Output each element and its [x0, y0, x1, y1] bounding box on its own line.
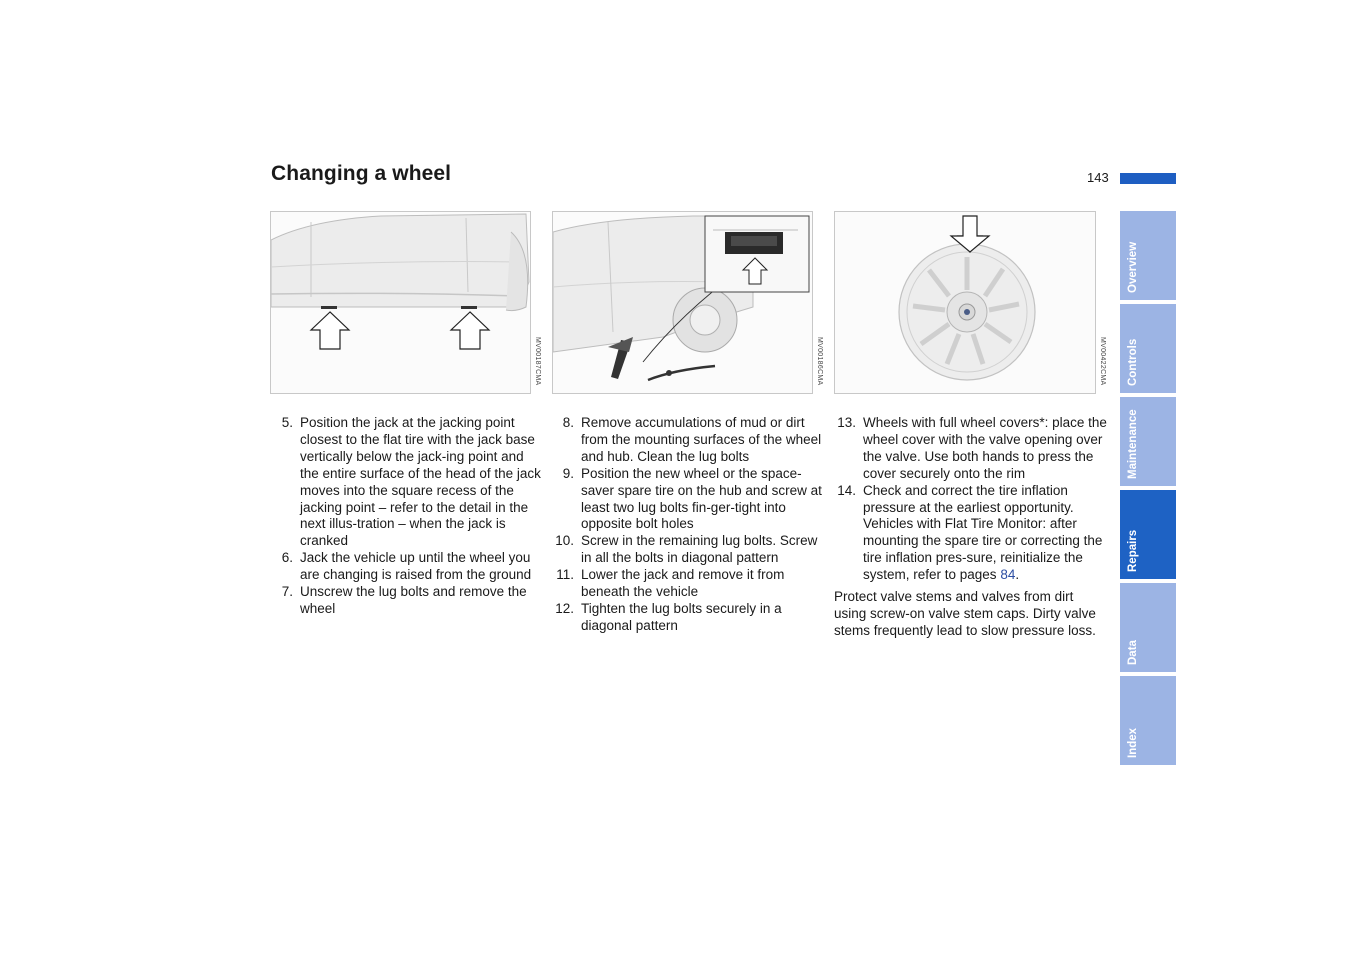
step-text: Lower the jack and remove it from beneath the vehicle	[581, 567, 785, 600]
page-title: Changing a wheel	[271, 162, 452, 185]
tab-maintenance[interactable]	[1120, 397, 1176, 486]
tab-label: Data	[1127, 640, 1139, 665]
tab-label: Index	[1127, 727, 1139, 758]
step-text-part: Check and correct the tire inflation pressure at the earliest opportunity. Vehicles with Flat Tire Monitor: after mounting the spare tire or correcting the tire inflation pres-sure, reinitialize the system, refer to pages	[863, 482, 1103, 583]
step-number: 10.	[555, 533, 574, 549]
tab-label: Repairs	[1127, 529, 1139, 572]
instructions-column-1	[271, 415, 543, 618]
step-number: 13.	[837, 415, 856, 430]
step-item	[271, 584, 543, 618]
step-text: Position the jack at the jacking point closest to the flat tire with the jack base vertically below the jack-ing point and the entire surface of the head of the jack moves into the square recess of the jacking point – refer to the detail in the next illus-tration – when the jack is cranked	[300, 415, 541, 549]
instructions-column-2	[552, 415, 827, 635]
step-item	[552, 466, 827, 534]
step-text: Unscrew the lug bolts and remove the wheel	[300, 584, 527, 616]
tab-overview[interactable]	[1120, 211, 1176, 300]
figure-wheel-cover	[834, 211, 1096, 394]
step-number: 8.	[562, 415, 574, 430]
step-number: 9.	[562, 465, 574, 481]
step-text: Jack the vehicle up until the wheel you are changing is raised from the ground	[300, 550, 532, 583]
step-text: Position the new wheel or the space-saver spare tire on the hub and screw at least two lug bolts fin-ger-tight into opposite bolt holes	[581, 465, 822, 532]
page-marker-bar	[1120, 173, 1176, 184]
step-text: Tighten the lug bolts securely in a diagonal pattern	[581, 600, 782, 633]
step-text-end: .	[1015, 567, 1020, 583]
figure-jack-position	[552, 211, 813, 394]
tab-controls[interactable]	[1120, 304, 1176, 393]
step-item	[552, 415, 827, 466]
figure-code: MV00422CMA	[1099, 337, 1106, 386]
step-number: 14.	[837, 482, 856, 498]
step-number: 5.	[281, 415, 293, 430]
step-text: Screw in the remaining lug bolts. Screw in all the bolts in diagonal pattern	[581, 533, 818, 566]
figure-code: MV00186CMA	[816, 337, 823, 386]
figure-code: MV00187CMA	[534, 337, 541, 386]
step-item	[834, 483, 1109, 584]
page-number: 143	[1087, 170, 1109, 185]
car-side-illustration	[271, 212, 531, 394]
tab-label: Overview	[1127, 241, 1139, 293]
step-item	[552, 567, 827, 601]
step-number: 7.	[281, 584, 293, 600]
step-text: Remove accumulations of mud or dirt from the mounting surfaces of the wheel and hub. Clean the lug bolts	[581, 415, 822, 464]
tab-repairs[interactable]	[1120, 490, 1176, 579]
tab-index[interactable]	[1120, 676, 1176, 765]
step-text: Wheels with full wheel covers*: place the wheel cover with the valve opening over the valve. Use both hands to press the cover securely onto the rim	[863, 415, 1107, 481]
wheel-cover-illustration	[835, 212, 1096, 394]
step-number: 12.	[555, 600, 574, 616]
page-reference-link[interactable]: 84	[1000, 567, 1016, 583]
note-paragraph: Protect valve stems and valves from dirt using screw-on valve stem caps. Dirty valve stems frequently lead to slow pressure loss.	[834, 589, 1096, 638]
step-item	[552, 601, 827, 635]
step-item	[834, 415, 1109, 483]
tab-label: Maintenance	[1127, 409, 1139, 479]
tab-data[interactable]	[1120, 583, 1176, 672]
step-item	[552, 533, 827, 567]
step-number: 6.	[281, 550, 293, 566]
step-item	[271, 550, 543, 584]
step-number: 11.	[556, 567, 574, 583]
tab-label: Controls	[1127, 338, 1139, 386]
jack-illustration	[553, 212, 813, 394]
step-text	[863, 483, 1109, 584]
figure-jacking-points	[270, 211, 531, 394]
step-item	[271, 415, 543, 550]
instructions-column-3	[834, 415, 1109, 640]
